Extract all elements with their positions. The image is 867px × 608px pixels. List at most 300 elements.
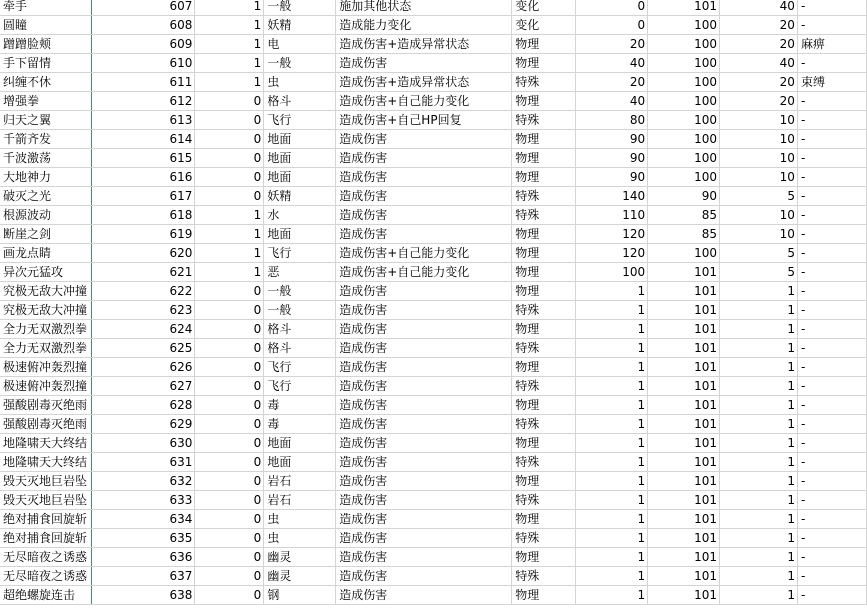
cell-move-name[interactable]: 千波激荡: [0, 149, 92, 168]
cell-pp[interactable]: 20: [720, 73, 798, 92]
cell-status[interactable]: -: [797, 168, 866, 187]
cell-status[interactable]: -: [797, 472, 866, 491]
cell-flag[interactable]: 0: [195, 92, 264, 111]
cell-move-name[interactable]: 大地神力: [0, 168, 92, 187]
cell-status[interactable]: -: [797, 567, 866, 586]
cell-move-name[interactable]: 破灭之光: [0, 187, 92, 206]
cell-move-name[interactable]: 超绝螺旋连击: [0, 586, 92, 605]
cell-effect[interactable]: 造成伤害+自己能力变化: [336, 263, 512, 282]
cell-effect[interactable]: 造成伤害: [336, 130, 512, 149]
cell-power[interactable]: 120: [576, 225, 648, 244]
cell-flag[interactable]: 1: [195, 0, 264, 16]
cell-effect[interactable]: 造成伤害: [336, 491, 512, 510]
cell-category[interactable]: 变化: [512, 16, 576, 35]
cell-status[interactable]: 麻痹: [797, 35, 866, 54]
cell-pp[interactable]: 1: [720, 586, 798, 605]
cell-pp[interactable]: 1: [720, 301, 798, 320]
cell-type[interactable]: 格斗: [264, 320, 336, 339]
cell-accuracy[interactable]: 101: [648, 396, 720, 415]
cell-move-name[interactable]: 全力无双激烈拳: [0, 320, 92, 339]
cell-power[interactable]: 1: [576, 282, 648, 301]
cell-move-id[interactable]: 615: [92, 149, 195, 168]
cell-type[interactable]: 地面: [264, 434, 336, 453]
cell-flag[interactable]: 0: [195, 301, 264, 320]
cell-pp[interactable]: 1: [720, 396, 798, 415]
cell-flag[interactable]: 0: [195, 168, 264, 187]
cell-flag[interactable]: 1: [195, 244, 264, 263]
cell-flag[interactable]: 0: [195, 282, 264, 301]
cell-type[interactable]: 一般: [264, 0, 336, 16]
cell-type[interactable]: 格斗: [264, 92, 336, 111]
cell-move-name[interactable]: 异次元猛攻: [0, 263, 92, 282]
cell-status[interactable]: 束缚: [797, 73, 866, 92]
cell-move-id[interactable]: 614: [92, 130, 195, 149]
cell-pp[interactable]: 1: [720, 282, 798, 301]
cell-move-id[interactable]: 630: [92, 434, 195, 453]
cell-type[interactable]: 地面: [264, 168, 336, 187]
cell-status[interactable]: -: [797, 377, 866, 396]
cell-type[interactable]: 地面: [264, 149, 336, 168]
cell-type[interactable]: 毒: [264, 415, 336, 434]
cell-power[interactable]: 1: [576, 472, 648, 491]
cell-move-id[interactable]: 629: [92, 415, 195, 434]
cell-move-name[interactable]: 毁天灭地巨岩坠: [0, 472, 92, 491]
cell-category[interactable]: 特殊: [512, 73, 576, 92]
cell-power[interactable]: 1: [576, 377, 648, 396]
cell-move-id[interactable]: 610: [92, 54, 195, 73]
cell-type[interactable]: 虫: [264, 529, 336, 548]
cell-effect[interactable]: 造成伤害: [336, 54, 512, 73]
cell-effect[interactable]: 造成伤害: [336, 529, 512, 548]
cell-status[interactable]: -: [797, 92, 866, 111]
cell-accuracy[interactable]: 101: [648, 453, 720, 472]
cell-category[interactable]: 特殊: [512, 339, 576, 358]
cell-status[interactable]: -: [797, 187, 866, 206]
cell-type[interactable]: 岩石: [264, 491, 336, 510]
cell-move-name[interactable]: 绝对捕食回旋斩: [0, 529, 92, 548]
cell-move-id[interactable]: 623: [92, 301, 195, 320]
cell-move-name[interactable]: 牵手: [0, 0, 92, 16]
cell-category[interactable]: 特殊: [512, 491, 576, 510]
cell-effect[interactable]: 造成伤害: [336, 586, 512, 605]
cell-pp[interactable]: 1: [720, 548, 798, 567]
cell-accuracy[interactable]: 90: [648, 187, 720, 206]
cell-move-id[interactable]: 636: [92, 548, 195, 567]
cell-pp[interactable]: 1: [720, 472, 798, 491]
cell-category[interactable]: 特殊: [512, 415, 576, 434]
cell-flag[interactable]: 1: [195, 16, 264, 35]
cell-status[interactable]: -: [797, 0, 866, 16]
cell-accuracy[interactable]: 101: [648, 529, 720, 548]
cell-type[interactable]: 一般: [264, 54, 336, 73]
cell-accuracy[interactable]: 101: [648, 301, 720, 320]
cell-pp[interactable]: 10: [720, 130, 798, 149]
cell-move-id[interactable]: 619: [92, 225, 195, 244]
cell-accuracy[interactable]: 101: [648, 358, 720, 377]
cell-category[interactable]: 物理: [512, 263, 576, 282]
cell-flag[interactable]: 0: [195, 111, 264, 130]
cell-effect[interactable]: 造成伤害: [336, 206, 512, 225]
cell-type[interactable]: 电: [264, 35, 336, 54]
cell-type[interactable]: 妖精: [264, 16, 336, 35]
cell-pp[interactable]: 10: [720, 149, 798, 168]
cell-move-id[interactable]: 612: [92, 92, 195, 111]
cell-accuracy[interactable]: 101: [648, 434, 720, 453]
cell-accuracy[interactable]: 101: [648, 510, 720, 529]
cell-power[interactable]: 1: [576, 358, 648, 377]
cell-pp[interactable]: 5: [720, 244, 798, 263]
cell-effect[interactable]: 造成伤害: [336, 168, 512, 187]
cell-flag[interactable]: 1: [195, 206, 264, 225]
cell-effect[interactable]: 造成伤害: [336, 415, 512, 434]
cell-type[interactable]: 虫: [264, 510, 336, 529]
cell-power[interactable]: 0: [576, 0, 648, 16]
cell-effect[interactable]: 造成伤害: [336, 149, 512, 168]
cell-type[interactable]: 地面: [264, 453, 336, 472]
cell-flag[interactable]: 0: [195, 472, 264, 491]
cell-effect[interactable]: 造成伤害: [336, 358, 512, 377]
cell-power[interactable]: 1: [576, 415, 648, 434]
cell-power[interactable]: 90: [576, 149, 648, 168]
cell-accuracy[interactable]: 85: [648, 206, 720, 225]
cell-status[interactable]: -: [797, 54, 866, 73]
cell-flag[interactable]: 1: [195, 73, 264, 92]
cell-pp[interactable]: 1: [720, 358, 798, 377]
cell-move-id[interactable]: 617: [92, 187, 195, 206]
cell-flag[interactable]: 0: [195, 320, 264, 339]
cell-pp[interactable]: 1: [720, 339, 798, 358]
cell-status[interactable]: -: [797, 16, 866, 35]
cell-flag[interactable]: 0: [195, 358, 264, 377]
cell-effect[interactable]: 造成伤害: [336, 339, 512, 358]
cell-move-id[interactable]: 628: [92, 396, 195, 415]
cell-power[interactable]: 1: [576, 529, 648, 548]
cell-move-id[interactable]: 608: [92, 16, 195, 35]
cell-type[interactable]: 幽灵: [264, 548, 336, 567]
cell-category[interactable]: 物理: [512, 54, 576, 73]
cell-type[interactable]: 一般: [264, 301, 336, 320]
cell-move-name[interactable]: 断崖之剑: [0, 225, 92, 244]
cell-pp[interactable]: 1: [720, 453, 798, 472]
cell-status[interactable]: -: [797, 453, 866, 472]
cell-power[interactable]: 1: [576, 548, 648, 567]
cell-move-id[interactable]: 633: [92, 491, 195, 510]
cell-accuracy[interactable]: 101: [648, 415, 720, 434]
cell-accuracy[interactable]: 101: [648, 567, 720, 586]
cell-move-name[interactable]: 画龙点睛: [0, 244, 92, 263]
cell-move-id[interactable]: 611: [92, 73, 195, 92]
cell-flag[interactable]: 0: [195, 396, 264, 415]
cell-category[interactable]: 特殊: [512, 206, 576, 225]
cell-power[interactable]: 1: [576, 434, 648, 453]
cell-power[interactable]: 1: [576, 491, 648, 510]
cell-accuracy[interactable]: 100: [648, 92, 720, 111]
cell-move-id[interactable]: 624: [92, 320, 195, 339]
cell-move-name[interactable]: 根源波动: [0, 206, 92, 225]
cell-pp[interactable]: 1: [720, 567, 798, 586]
cell-pp[interactable]: 5: [720, 187, 798, 206]
cell-power[interactable]: 1: [576, 567, 648, 586]
cell-effect[interactable]: 造成伤害: [336, 548, 512, 567]
cell-category[interactable]: 特殊: [512, 111, 576, 130]
cell-type[interactable]: 水: [264, 206, 336, 225]
cell-category[interactable]: 特殊: [512, 377, 576, 396]
cell-move-name[interactable]: 归天之翼: [0, 111, 92, 130]
cell-move-name[interactable]: 地隆啸天大终结: [0, 453, 92, 472]
cell-move-name[interactable]: 强酸剧毒灭绝雨: [0, 396, 92, 415]
cell-move-name[interactable]: 圆瞳: [0, 16, 92, 35]
cell-status[interactable]: -: [797, 434, 866, 453]
cell-accuracy[interactable]: 101: [648, 339, 720, 358]
cell-effect[interactable]: 造成伤害+自己HP回复: [336, 111, 512, 130]
cell-type[interactable]: 毒: [264, 396, 336, 415]
cell-status[interactable]: -: [797, 149, 866, 168]
cell-category[interactable]: 物理: [512, 472, 576, 491]
cell-type[interactable]: 地面: [264, 130, 336, 149]
cell-pp[interactable]: 10: [720, 206, 798, 225]
cell-effect[interactable]: 造成伤害: [336, 225, 512, 244]
cell-type[interactable]: 飞行: [264, 111, 336, 130]
cell-type[interactable]: 岩石: [264, 472, 336, 491]
cell-flag[interactable]: 0: [195, 453, 264, 472]
cell-accuracy[interactable]: 100: [648, 111, 720, 130]
cell-status[interactable]: -: [797, 415, 866, 434]
cell-power[interactable]: 100: [576, 263, 648, 282]
cell-power[interactable]: 90: [576, 168, 648, 187]
cell-category[interactable]: 物理: [512, 149, 576, 168]
cell-move-id[interactable]: 625: [92, 339, 195, 358]
cell-effect[interactable]: 造成伤害+造成异常状态: [336, 35, 512, 54]
cell-pp[interactable]: 1: [720, 377, 798, 396]
cell-move-id[interactable]: 635: [92, 529, 195, 548]
cell-category[interactable]: 物理: [512, 92, 576, 111]
cell-accuracy[interactable]: 100: [648, 130, 720, 149]
cell-status[interactable]: -: [797, 529, 866, 548]
cell-type[interactable]: 飞行: [264, 358, 336, 377]
cell-category[interactable]: 物理: [512, 130, 576, 149]
cell-pp[interactable]: 1: [720, 491, 798, 510]
cell-type[interactable]: 恶: [264, 263, 336, 282]
cell-status[interactable]: -: [797, 396, 866, 415]
cell-category[interactable]: 特殊: [512, 529, 576, 548]
cell-effect[interactable]: 造成伤害: [336, 434, 512, 453]
cell-effect[interactable]: 造成伤害: [336, 510, 512, 529]
cell-pp[interactable]: 10: [720, 168, 798, 187]
cell-flag[interactable]: 0: [195, 149, 264, 168]
cell-power[interactable]: 1: [576, 339, 648, 358]
cell-accuracy[interactable]: 101: [648, 0, 720, 16]
cell-accuracy[interactable]: 100: [648, 35, 720, 54]
cell-move-id[interactable]: 618: [92, 206, 195, 225]
cell-move-name[interactable]: 千箭齐发: [0, 130, 92, 149]
cell-category[interactable]: 物理: [512, 510, 576, 529]
cell-flag[interactable]: 1: [195, 54, 264, 73]
cell-flag[interactable]: 0: [195, 187, 264, 206]
cell-pp[interactable]: 20: [720, 92, 798, 111]
cell-category[interactable]: 特殊: [512, 187, 576, 206]
cell-move-name[interactable]: 极速俯冲轰烈撞: [0, 377, 92, 396]
cell-effect[interactable]: 造成能力变化: [336, 16, 512, 35]
cell-accuracy[interactable]: 101: [648, 586, 720, 605]
cell-flag[interactable]: 0: [195, 377, 264, 396]
cell-move-id[interactable]: 637: [92, 567, 195, 586]
cell-accuracy[interactable]: 101: [648, 472, 720, 491]
cell-status[interactable]: -: [797, 339, 866, 358]
cell-effect[interactable]: 造成伤害: [336, 282, 512, 301]
cell-category[interactable]: 物理: [512, 282, 576, 301]
cell-status[interactable]: -: [797, 548, 866, 567]
cell-status[interactable]: -: [797, 225, 866, 244]
cell-status[interactable]: -: [797, 130, 866, 149]
cell-pp[interactable]: 20: [720, 35, 798, 54]
cell-effect[interactable]: 造成伤害: [336, 472, 512, 491]
cell-move-name[interactable]: 全力无双激烈拳: [0, 339, 92, 358]
cell-effect[interactable]: 造成伤害+自己能力变化: [336, 244, 512, 263]
cell-move-id[interactable]: 607: [92, 0, 195, 16]
cell-power[interactable]: 40: [576, 92, 648, 111]
cell-move-id[interactable]: 609: [92, 35, 195, 54]
cell-accuracy[interactable]: 100: [648, 149, 720, 168]
cell-move-name[interactable]: 究极无敌大冲撞: [0, 282, 92, 301]
cell-power[interactable]: 1: [576, 586, 648, 605]
cell-pp[interactable]: 1: [720, 529, 798, 548]
cell-move-name[interactable]: 增强拳: [0, 92, 92, 111]
cell-type[interactable]: 幽灵: [264, 567, 336, 586]
cell-type[interactable]: 钢: [264, 586, 336, 605]
cell-flag[interactable]: 1: [195, 35, 264, 54]
cell-power[interactable]: 120: [576, 244, 648, 263]
cell-effect[interactable]: 造成伤害: [336, 187, 512, 206]
cell-effect[interactable]: 造成伤害+造成异常状态: [336, 73, 512, 92]
cell-pp[interactable]: 1: [720, 415, 798, 434]
cell-accuracy[interactable]: 100: [648, 168, 720, 187]
cell-effect[interactable]: 造成伤害: [336, 320, 512, 339]
cell-flag[interactable]: 0: [195, 548, 264, 567]
cell-accuracy[interactable]: 101: [648, 548, 720, 567]
cell-flag[interactable]: 1: [195, 263, 264, 282]
cell-power[interactable]: 110: [576, 206, 648, 225]
cell-type[interactable]: 格斗: [264, 339, 336, 358]
cell-power[interactable]: 0: [576, 16, 648, 35]
cell-move-id[interactable]: 632: [92, 472, 195, 491]
cell-type[interactable]: 地面: [264, 225, 336, 244]
cell-category[interactable]: 特殊: [512, 567, 576, 586]
cell-category[interactable]: 物理: [512, 548, 576, 567]
cell-move-name[interactable]: 蹭蹭脸颊: [0, 35, 92, 54]
cell-category[interactable]: 物理: [512, 586, 576, 605]
cell-move-id[interactable]: 622: [92, 282, 195, 301]
cell-pp[interactable]: 1: [720, 510, 798, 529]
cell-effect[interactable]: 造成伤害: [336, 453, 512, 472]
cell-pp[interactable]: 10: [720, 225, 798, 244]
cell-flag[interactable]: 0: [195, 529, 264, 548]
cell-flag[interactable]: 0: [195, 491, 264, 510]
cell-pp[interactable]: 1: [720, 320, 798, 339]
cell-flag[interactable]: 0: [195, 415, 264, 434]
cell-status[interactable]: -: [797, 263, 866, 282]
cell-move-id[interactable]: 627: [92, 377, 195, 396]
cell-power[interactable]: 80: [576, 111, 648, 130]
cell-power[interactable]: 1: [576, 301, 648, 320]
cell-accuracy[interactable]: 101: [648, 263, 720, 282]
cell-pp[interactable]: 10: [720, 111, 798, 130]
cell-accuracy[interactable]: 100: [648, 244, 720, 263]
cell-move-name[interactable]: 毁天灭地巨岩坠: [0, 491, 92, 510]
cell-move-id[interactable]: 626: [92, 358, 195, 377]
cell-flag[interactable]: 0: [195, 130, 264, 149]
cell-power[interactable]: 1: [576, 320, 648, 339]
cell-category[interactable]: 物理: [512, 168, 576, 187]
cell-flag[interactable]: 0: [195, 510, 264, 529]
cell-move-name[interactable]: 纠缠不休: [0, 73, 92, 92]
cell-move-id[interactable]: 634: [92, 510, 195, 529]
cell-category[interactable]: 物理: [512, 320, 576, 339]
cell-status[interactable]: -: [797, 510, 866, 529]
cell-status[interactable]: -: [797, 244, 866, 263]
cell-accuracy[interactable]: 101: [648, 491, 720, 510]
cell-move-name[interactable]: 手下留情: [0, 54, 92, 73]
cell-accuracy[interactable]: 101: [648, 320, 720, 339]
cell-accuracy[interactable]: 100: [648, 16, 720, 35]
cell-type[interactable]: 虫: [264, 73, 336, 92]
cell-status[interactable]: -: [797, 282, 866, 301]
cell-power[interactable]: 140: [576, 187, 648, 206]
cell-power[interactable]: 1: [576, 396, 648, 415]
cell-move-id[interactable]: 616: [92, 168, 195, 187]
cell-flag[interactable]: 1: [195, 225, 264, 244]
cell-accuracy[interactable]: 100: [648, 54, 720, 73]
cell-category[interactable]: 物理: [512, 358, 576, 377]
cell-category[interactable]: 物理: [512, 396, 576, 415]
cell-category[interactable]: 物理: [512, 244, 576, 263]
cell-flag[interactable]: 0: [195, 567, 264, 586]
cell-status[interactable]: -: [797, 320, 866, 339]
cell-effect[interactable]: 造成伤害+自己能力变化: [336, 92, 512, 111]
cell-effect[interactable]: 施加其他状态: [336, 0, 512, 16]
cell-move-id[interactable]: 620: [92, 244, 195, 263]
cell-pp[interactable]: 40: [720, 0, 798, 16]
cell-move-name[interactable]: 究极无敌大冲撞: [0, 301, 92, 320]
cell-pp[interactable]: 40: [720, 54, 798, 73]
cell-power[interactable]: 1: [576, 453, 648, 472]
cell-effect[interactable]: 造成伤害: [336, 567, 512, 586]
cell-move-name[interactable]: 无尽暗夜之诱惑: [0, 567, 92, 586]
cell-flag[interactable]: 0: [195, 586, 264, 605]
cell-power[interactable]: 20: [576, 73, 648, 92]
cell-category[interactable]: 物理: [512, 225, 576, 244]
cell-effect[interactable]: 造成伤害: [336, 301, 512, 320]
cell-pp[interactable]: 20: [720, 16, 798, 35]
cell-status[interactable]: -: [797, 206, 866, 225]
cell-type[interactable]: 一般: [264, 282, 336, 301]
cell-status[interactable]: -: [797, 111, 866, 130]
cell-type[interactable]: 妖精: [264, 187, 336, 206]
cell-status[interactable]: -: [797, 491, 866, 510]
cell-move-name[interactable]: 绝对捕食回旋斩: [0, 510, 92, 529]
cell-type[interactable]: 飞行: [264, 377, 336, 396]
cell-pp[interactable]: 1: [720, 434, 798, 453]
cell-category[interactable]: 物理: [512, 35, 576, 54]
cell-pp[interactable]: 5: [720, 263, 798, 282]
cell-category[interactable]: 特殊: [512, 453, 576, 472]
cell-move-id[interactable]: 638: [92, 586, 195, 605]
cell-move-name[interactable]: 强酸剧毒灭绝雨: [0, 415, 92, 434]
cell-power[interactable]: 90: [576, 130, 648, 149]
cell-move-id[interactable]: 621: [92, 263, 195, 282]
cell-power[interactable]: 1: [576, 510, 648, 529]
cell-accuracy[interactable]: 85: [648, 225, 720, 244]
cell-accuracy[interactable]: 100: [648, 73, 720, 92]
